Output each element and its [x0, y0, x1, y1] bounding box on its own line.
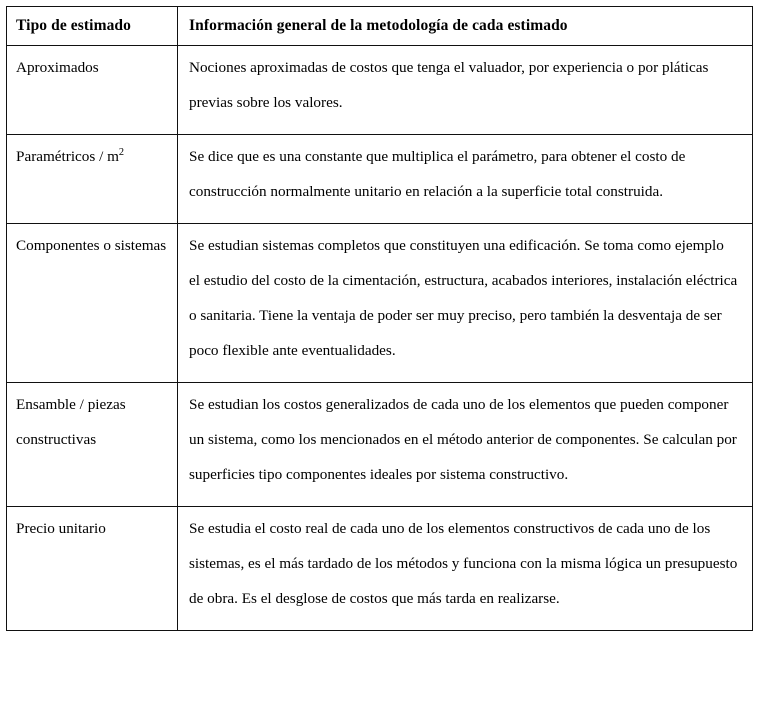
- table-row: [7, 135, 753, 224]
- methodology-table: [6, 6, 753, 631]
- cell-info-text: Se estudian los costos generalizados de cada uno de los elementos que pueden componer un sistema, como los mencionados en el método anterior de componentes. Se calculan por superficies tipo componentes ideales por sistema constructivo.: [189, 396, 737, 483]
- cell-info-text: Se estudia el costo real de cada uno de los elementos constructivos de cada uno de los sistemas, es el más tardado de los métodos y funciona con la misma lógica un presupuesto de obra. Es el desglose de costos que más tarda en realizarse.: [189, 520, 738, 607]
- column-header-informacion-general: Información general de la metodología de cada estimado: [178, 7, 753, 46]
- cell-info-text: Se dice que es una constante que multiplica el parámetro, para obtener el costo de construcción normalmente unitario en relación a la superficie total construida.: [189, 148, 686, 200]
- table-row: [7, 46, 753, 135]
- table-row: [7, 224, 753, 383]
- cell-type-text: [16, 139, 171, 174]
- cell-informacion: [178, 507, 753, 631]
- cell-informacion: [178, 383, 753, 507]
- cell-type-text: Aproximados: [16, 59, 99, 76]
- cell-type-label: Paramétricos / m: [16, 148, 119, 165]
- column-header-tipo-de-estimado: Tipo de estimado: [7, 7, 178, 46]
- table-row: [7, 383, 753, 507]
- table-header: [7, 7, 753, 46]
- cell-informacion: [178, 224, 753, 383]
- cell-type-text: Componentes o sistemas: [16, 237, 167, 254]
- cell-tipo-estimado: [7, 135, 178, 224]
- cell-tipo-estimado: [7, 46, 178, 135]
- table-body: [7, 46, 753, 631]
- table-row: [7, 507, 753, 631]
- cell-type-text: Ensamble / piezas constructivas: [16, 396, 126, 448]
- cell-type-text: Precio unitario: [16, 520, 106, 537]
- table-header-row: [7, 7, 753, 46]
- cell-info-text: Nociones aproximadas de costos que tenga el valuador, por experiencia o por pláticas previas sobre los valores.: [189, 59, 709, 111]
- cell-tipo-estimado: [7, 507, 178, 631]
- cell-tipo-estimado: [7, 224, 178, 383]
- superscript-square-unit: 2: [118, 146, 125, 158]
- cell-info-text: Se estudian sistemas completos que constituyen una edificación. Se toma como ejemplo el estudio del costo de la cimentación, estructura, acabados interiores, instalación eléctrica o sanitaria. Tiene la ventaja de poder ser muy preciso, pero también la desventaja de ser poco flexible ante eventualidades.: [189, 237, 738, 359]
- cell-informacion: [178, 46, 753, 135]
- cell-informacion: [178, 135, 753, 224]
- cell-tipo-estimado: [7, 383, 178, 507]
